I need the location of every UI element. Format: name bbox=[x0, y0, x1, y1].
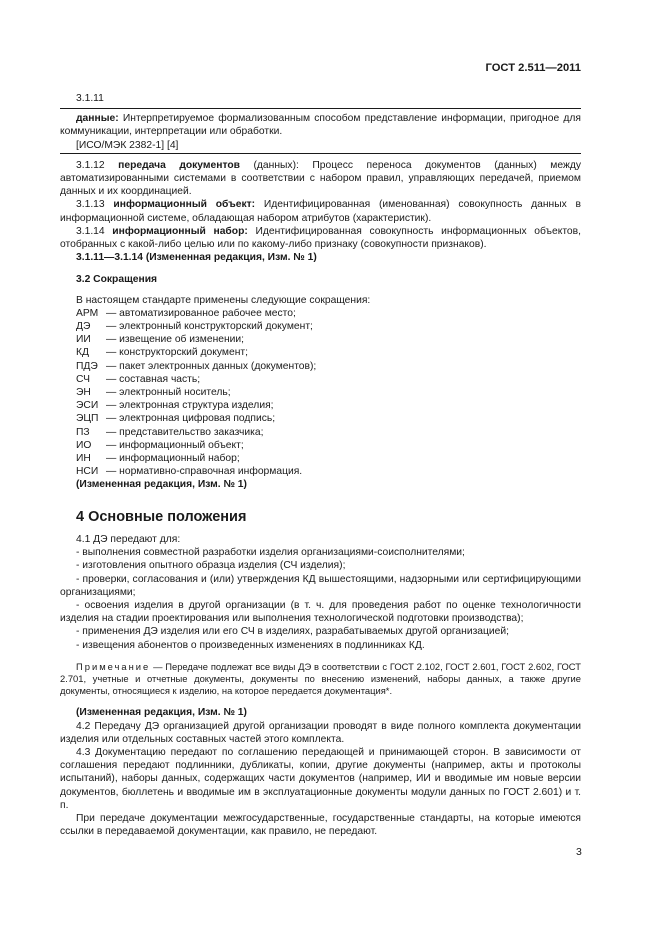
note bbox=[60, 661, 581, 698]
list-item: - изготовления опытного образца изделия (СЧ изделия); bbox=[76, 560, 346, 572]
definition: Интерпретируемое формализованным способом представление информации, пригодное для коммуникации, интерпретации или обработки. bbox=[60, 113, 581, 138]
list-item: АРМ — автоматизированное рабочее место; bbox=[76, 307, 296, 319]
list-item: ПЗ — представительство заказчика; bbox=[76, 426, 264, 438]
note-label: Примечание bbox=[76, 660, 151, 672]
list-item: ЭСИ — электронная структура изделия; bbox=[76, 400, 274, 412]
list-item: СЧ — составная часть; bbox=[76, 373, 201, 385]
list-item: НСИ — нормативно-справочная информация. bbox=[76, 466, 303, 478]
list-item: КД — конструкторский документ; bbox=[76, 347, 248, 359]
list-item: ДЭ — электронный конструкторский документ; bbox=[76, 321, 313, 333]
term-source: [ИСО/МЭК 2382-1] [4] bbox=[76, 139, 179, 151]
list-item: - проверки, согласования и (или) утверждения КД вышестоящими, надзорными или сертифицирующими организациями; bbox=[60, 573, 581, 598]
change-note: (Измененная редакция, Изм. № 1) bbox=[76, 479, 247, 491]
change-note: (Измененная редакция, Изм. № 1) bbox=[76, 707, 247, 719]
list-item: ЭЦП — электронная цифровая подпись; bbox=[76, 413, 276, 425]
list-item: - выполнения совместной разработки изделия организациями-соисполнителями; bbox=[76, 547, 465, 559]
abbr-intro: В настоящем стандарте применены следующие сокращения: bbox=[76, 294, 371, 306]
list-item: ПДЭ — пакет электронных данных (документов); bbox=[76, 360, 317, 372]
document-header: ГОСТ 2.511—2011 bbox=[485, 62, 581, 74]
list-item: ИИ — извещение об изменении; bbox=[76, 334, 245, 346]
list-item: ИО — информационный объект; bbox=[76, 439, 244, 451]
clause-3-1-12: 3.1.12 передача документов (данных): Процесс переноса документов (данных) между автоматизированными системами в соответствии с набором правил, управляющих передачей, приемом данных и их координацией. bbox=[60, 159, 581, 198]
list-item: - применения ДЭ изделия или его СЧ в изделиях, разрабатываемых другой организацией; bbox=[76, 626, 510, 638]
term: данные: bbox=[76, 113, 119, 125]
list-item: ИН — информационный набор; bbox=[76, 453, 240, 465]
list-item: - освоения изделия в другой организации (в т. ч. для проведения работ по оценке технологичности изделия на стадии проектирования или выполнения технологической подготовки производства); bbox=[60, 599, 581, 625]
paragraph-4-1: 4.1 ДЭ передают для: bbox=[76, 533, 181, 545]
note-text: — Передаче подлежат все виды ДЭ в соответствии с ГОСТ 2.102, ГОСТ 2.601, ГОСТ 2.602, ГОСТ 2.701, учетные и отчетные документы, документы по внесению изменений, наборы данных, а также другие документы, относящиеся к изделию, на которое передается документация*. bbox=[60, 660, 581, 697]
section-heading: 4 Основные положения bbox=[76, 508, 247, 525]
section-title: 3.2 Сокращения bbox=[76, 274, 158, 286]
list-item: - извещения абонентов о произведенных изменениях в подлинниках КД. bbox=[76, 639, 425, 651]
paragraph: При передаче документации межгосударственные, государственные стандарты, на которые имеются ссылки в передаваемой документации, как правило, не передают. bbox=[60, 812, 581, 838]
clause-3-1-13: 3.1.13 информационный объект: Идентифицированная (именованная) совокупность данных в информационной системе, обладающая набором атрибутов (характеристик). bbox=[60, 199, 581, 224]
paragraph-4-2: 4.2 Передачу ДЭ организацией другой организации проводят в виде полного комплекта документации изделия или отдельных составных частей этого комплекта. bbox=[60, 720, 581, 745]
abbreviation-list bbox=[60, 307, 581, 479]
paragraph-4-3: 4.3 Документацию передают по соглашению передающей и принимающей сторон. В зависимости от соглашения передают подлинники, дубликаты, копии, другие документы (например, акты и протоколы испытаний), наборы данных, содержащих части документов (например, ИИ и вводимые им новые версии документов, бюллетень и вводимые им в эксплуатационные документы модули данных по ГОСТ 2.601) и т. п. bbox=[60, 746, 581, 811]
list-item: ЭН — электронный носитель; bbox=[76, 387, 231, 399]
clause-3-1-14: 3.1.14 информационный набор: Идентифицированная совокупность информационных объектов, отобранных с какой-либо целью или по какому-либо признаку (совокупности признаков). bbox=[60, 225, 581, 251]
page-number: 3 bbox=[576, 846, 582, 858]
term-definition-box bbox=[60, 108, 581, 154]
clause-number: 3.1.11 bbox=[76, 93, 104, 104]
change-note: 3.1.11—3.1.14 (Измененная редакция, Изм. № 1) bbox=[76, 252, 317, 264]
